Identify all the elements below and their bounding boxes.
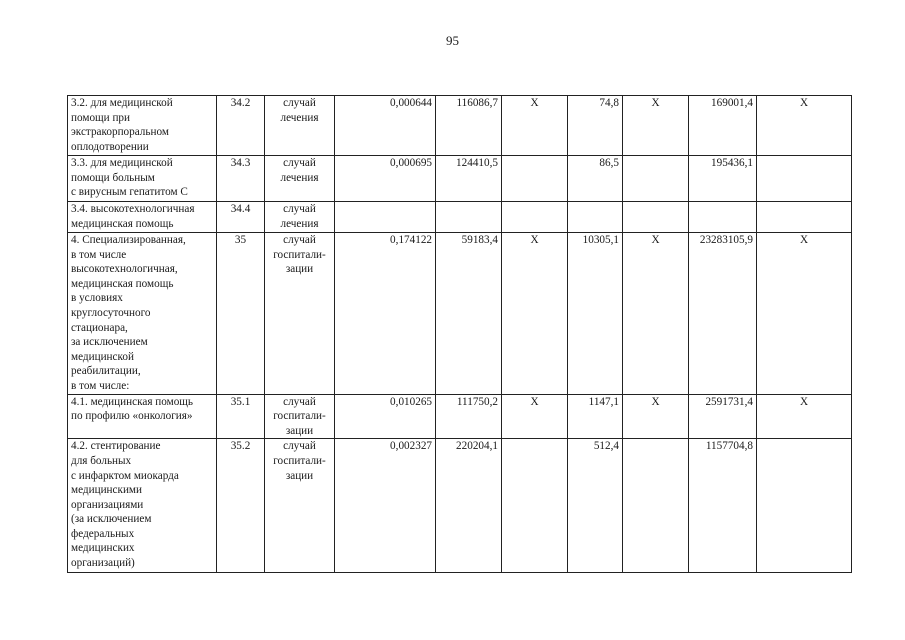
norm-volume-cell: 0,010265	[335, 394, 436, 439]
x-mark-cell	[502, 439, 568, 573]
per-capita-cell: 1147,1	[568, 394, 623, 439]
x-mark-cell: X	[623, 233, 689, 395]
row-unit-cell: случай лечения	[265, 156, 335, 202]
table-row	[68, 96, 852, 156]
row-name-cell: 3.4. высокотехнологичная медицинская помощь	[68, 202, 217, 233]
x-mark-cell	[757, 202, 852, 233]
x-mark-cell: X	[623, 96, 689, 156]
row-unit-cell: случай лечения	[265, 202, 335, 233]
norm-cost-cell: 220204,1	[436, 439, 502, 573]
norm-cost-cell	[436, 202, 502, 233]
data-table	[67, 95, 852, 573]
norm-volume-cell	[335, 202, 436, 233]
row-unit-cell: случай лечения	[265, 96, 335, 156]
row-name-cell: 3.2. для медицинской помощи при экстракорпоральном оплодотворении	[68, 96, 217, 156]
per-capita-cell: 86,5	[568, 156, 623, 202]
row-unit-cell: случай госпитали- зации	[265, 233, 335, 395]
x-mark-cell	[623, 439, 689, 573]
per-capita-cell: 10305,1	[568, 233, 623, 395]
x-mark-cell: X	[757, 394, 852, 439]
norm-cost-cell: 124410,5	[436, 156, 502, 202]
x-mark-cell	[502, 202, 568, 233]
total-cell: 195436,1	[689, 156, 757, 202]
table-row	[68, 202, 852, 233]
norm-volume-cell: 0,000644	[335, 96, 436, 156]
table-row	[68, 156, 852, 202]
x-mark-cell	[757, 156, 852, 202]
x-mark-cell	[623, 202, 689, 233]
norm-volume-cell: 0,000695	[335, 156, 436, 202]
row-name-cell: 4. Специализированная, в том числе высокотехнологичная, медицинская помощь в условиях круглосуточного стационара, за исключением медицинской реабилитации, в том числе:	[68, 233, 217, 395]
total-cell: 2591731,4	[689, 394, 757, 439]
x-mark-cell	[502, 156, 568, 202]
page-number: 95	[446, 33, 459, 48]
row-code-cell: 35	[217, 233, 265, 395]
norm-cost-cell: 111750,2	[436, 394, 502, 439]
per-capita-cell	[568, 202, 623, 233]
x-mark-cell	[623, 156, 689, 202]
per-capita-cell: 512,4	[568, 439, 623, 573]
x-mark-cell: X	[757, 233, 852, 395]
per-capita-cell: 74,8	[568, 96, 623, 156]
x-mark-cell: X	[502, 233, 568, 395]
x-mark-cell: X	[502, 96, 568, 156]
row-name-cell: 4.1. медицинская помощь по профилю «онкология»	[68, 394, 217, 439]
table-row	[68, 439, 852, 573]
row-unit-cell: случай госпитали- зации	[265, 394, 335, 439]
row-code-cell: 34.4	[217, 202, 265, 233]
norm-cost-cell: 116086,7	[436, 96, 502, 156]
row-unit-cell: случай госпитали- зации	[265, 439, 335, 573]
row-code-cell: 34.3	[217, 156, 265, 202]
total-cell: 1157704,8	[689, 439, 757, 573]
x-mark-cell	[757, 439, 852, 573]
total-cell: 23283105,9	[689, 233, 757, 395]
x-mark-cell: X	[623, 394, 689, 439]
row-code-cell: 35.2	[217, 439, 265, 573]
norm-cost-cell: 59183,4	[436, 233, 502, 395]
row-code-cell: 34.2	[217, 96, 265, 156]
x-mark-cell: X	[502, 394, 568, 439]
norm-volume-cell: 0,174122	[335, 233, 436, 395]
norm-volume-cell: 0,002327	[335, 439, 436, 573]
x-mark-cell: X	[757, 96, 852, 156]
total-cell: 169001,4	[689, 96, 757, 156]
total-cell	[689, 202, 757, 233]
row-code-cell: 35.1	[217, 394, 265, 439]
row-name-cell: 3.3. для медицинской помощи больным с вирусным гепатитом С	[68, 156, 217, 202]
table-row	[68, 394, 852, 439]
row-name-cell: 4.2. стентирование для больных с инфарктом миокарда медицинскими организациями (за исключением федеральных медицинских организаций)	[68, 439, 217, 573]
table-row	[68, 233, 852, 395]
